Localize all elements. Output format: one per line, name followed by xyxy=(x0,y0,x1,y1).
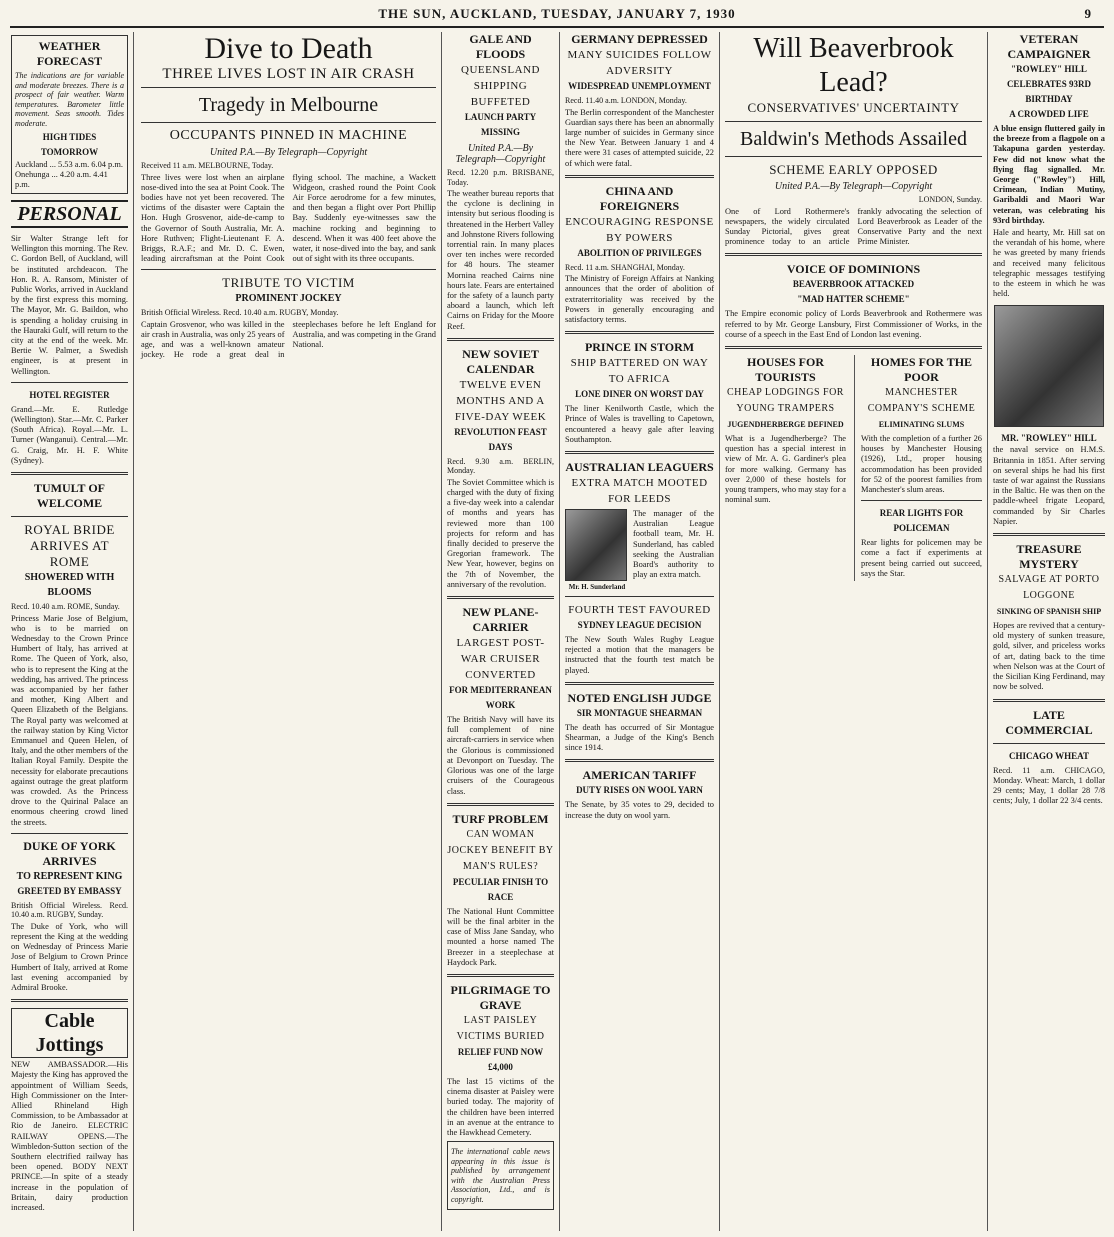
beaverbrook-head: Will Beaverbrook Lead? xyxy=(753,33,954,98)
china-dateline: Recd. 11 a.m. SHANGHAI, Monday. xyxy=(565,262,685,272)
greeted-head: GREETED BY EMBASSY xyxy=(17,885,122,896)
jockey-head: PROMINENT JOCKEY xyxy=(235,293,342,305)
houses-text: What is a Jugendherberge? The question has a special interest in view of Mr. A. G. Gardiner's plea for more walking. Germany has over 2,000 of these hostels for young trampers, who may stay for a nominal sum. xyxy=(725,433,846,505)
jottings-text: NEW AMBASSADOR.—His Majesty the King has approved the appointment of William Seeds, High Commissioner on the Inter-Allied Rhineland High Commission, to be Ambassador at Rio de Janeiro. ELECTRIC RAILWAY OPENS.—The Wimbledon-Sutton section of the Southern electrified railway has been opened. BODY NEXT PRINCE.—In spite of a steady increase in the population of Britain, dairy production increased. xyxy=(11,1060,128,1213)
dive-deck-3: OCCUPANTS PINNED IN MACHINE xyxy=(169,128,408,143)
rowley-hill-caption: MR. "ROWLEY" HILL xyxy=(1001,433,1097,444)
china-head: CHINA AND FOREIGNERS xyxy=(599,183,680,213)
poor-text: With the completion of a further 26 houses by Manchester Housing (1926), Ltd., proper housing accommodation has been provided for 52 of the poorest families from Manchester's slum areas. xyxy=(861,433,982,494)
dive-headline: Dive to Death xyxy=(204,32,373,65)
leaguers-head: AUSTRALIAN LEAGUERS xyxy=(565,460,714,475)
beaverbrook-dateline: LONDON, Sunday. xyxy=(918,195,982,204)
leaguers-sub: EXTRA MATCH MOOTED FOR LEEDS xyxy=(571,477,708,506)
pilgrim-head: PILGRIMAGE TO GRAVE xyxy=(450,982,551,1012)
houses-sub: CHEAP LODGINGS FOR YOUNG TRAMPERS xyxy=(727,386,844,414)
gale-dateline: Recd. 12.20 p.m. BRISBANE, Today. xyxy=(447,168,554,187)
jottings-title: Cable Jottings xyxy=(11,1008,128,1058)
tides-title: HIGH TIDES TOMORROW xyxy=(40,132,99,157)
soviet-dateline: Recd. 9.30 a.m. BERLIN, Monday. xyxy=(447,456,554,476)
gale-sub-1: QUEENSLAND SHIPPING BUFFETED xyxy=(461,64,540,108)
china-sub: ENCOURAGING RESPONSE BY POWERS xyxy=(565,215,714,244)
poor-sub-2: ELIMINATING SLUMS xyxy=(878,419,965,429)
turf-sub-2: PECULIAR FINISH TO RACE xyxy=(452,876,549,902)
tumult-title: TUMULT OF WELCOME xyxy=(33,481,105,511)
storm-text: The liner Kenilworth Castle, which the Prince of Wales is travelling to Capetown, encountered a heavy gale after leaving Southampton. xyxy=(565,404,714,444)
veteran-intro: A blue ensign fluttered gaily in the breeze from a flagpole on a Takapuna garden yesterday. Few did not know what the flying flag signalled. Mr. George ("Rowley") Hill, Crimean, Indian Mutiny, Garibaldi and Maori War veteran, was celebrating his 93rd birthday. xyxy=(993,124,1105,225)
page-number: 9 xyxy=(1084,6,1092,21)
weather-text: The indications are for variable and moderate breezes. There is a prospect of fair weather. Warm temperatures. Barometer little movement. Seas smooth. Tides moderate. xyxy=(15,71,124,128)
germany-sub-2: WIDESPREAD UNEMPLOYMENT xyxy=(568,81,711,91)
germany-dateline: Recd. 11.40 a.m. LONDON, Monday. xyxy=(565,96,687,105)
storm-head: PRINCE IN STORM xyxy=(584,340,695,355)
voice-sub: BEAVERBROOK ATTACKED xyxy=(792,279,915,290)
register-text: Grand.—Mr. E. Rutledge (Wellington). Star.—Mr. C. Parker (South Africa). Royal.—Mr. L. Turner (Wanganui). Central.—Mr. G. Craig, Mr. H. F. White (Sydney). xyxy=(11,404,128,465)
late-commercial-head: LATE COMMERCIAL xyxy=(1005,707,1093,737)
sunderland-caption: Mr. H. Sunderland xyxy=(568,583,626,592)
beaverbrook-text: One of Lord Rothermere's newspapers, the widely circulated Sunday Pictorial, gives great prominence today to an article frankly advocating the selection of Lord Beaverbrook as Leader of the Conservative Party and the next Prime Minister. xyxy=(725,206,982,247)
beaverbrook-sub-1: CONSERVATIVES' UNCERTAINTY xyxy=(747,100,960,115)
beaverbrook-sub-3: SCHEME EARLY OPPOSED xyxy=(769,162,938,177)
column-4 xyxy=(560,32,720,1231)
tribute-head: TRIBUTE TO VICTIM xyxy=(222,275,355,291)
gale-head: GALE AND FLOODS xyxy=(469,32,532,61)
royal-head: ROYAL BRIDE ARRIVES AT ROME xyxy=(24,522,115,570)
rowley-hill-photo xyxy=(994,305,1104,427)
carrier-sub-2: FOR MEDITERRANEAN WORK xyxy=(449,685,552,711)
lights-head: REAR LIGHTS FOR POLICEMAN xyxy=(879,508,964,534)
personal-title: PERSONAL xyxy=(11,200,128,228)
fourth-text: The New South Wales Rugby League rejected a motion that the managers be instructed that the fourth test match be played. xyxy=(565,635,714,675)
soviet-text: The Soviet Committee which is charged with the duty of fixing a five-day week into a calendar of months and years has reviewed more than 100 projects for reform and has finally decided to preserve the Gregorian framework. The New Year, however, begins on the 7th of November, the anniversary of the revolution. xyxy=(447,477,554,589)
showered-head: SHOWERED WITH BLOOMS xyxy=(24,572,115,599)
turf-head: TURF PROBLEM xyxy=(452,811,549,826)
soviet-sub: TWELVE EVEN MONTHS AND A FIVE-DAY WEEK xyxy=(454,378,547,423)
voice-sub-2: "MAD HATTER SCHEME" xyxy=(797,294,910,305)
treasure-sub: SALVAGE AT PORTO LOGGONE xyxy=(998,574,1100,602)
personal-text: Sir Walter Strange left for Wellington this morning. The Rev. C. Gordon Bell, of Auckland, will be instituted archdeacon. The Hon. R. A. Ransom, Minister of Public Works, arrived in Auckland by the first express this morning. The Mayor, Mr. G. Baildon, who is spending a holiday cruising in the Hauraki Gulf, will return to the city at the end of the week. Mr. Bertie W. Palmer, a Swedish engineer, is at present in Wellington. xyxy=(11,234,128,376)
duke-head: DUKE OF YORK ARRIVES xyxy=(23,838,116,868)
register-title: HOTEL REGISTER xyxy=(29,389,110,400)
tide-onehunga: Onehunga ... 4.20 a.m. 4.41 p.m. xyxy=(15,170,108,189)
jockey-dateline: British Official Wireless. Recd. 10.40 a.m. RUGBY, Monday. xyxy=(141,308,339,318)
judge-text: The death has occurred of Sir Montague Shearman, a Judge of the King's Bench since 1914. xyxy=(565,722,714,753)
germany-head: GERMANY DEPRESSED xyxy=(571,32,708,46)
column-1 xyxy=(6,32,134,1231)
gale-sub-2: LAUNCH PARTY MISSING xyxy=(464,112,537,137)
poor-head: HOMES FOR THE POOR xyxy=(870,354,973,384)
beaverbrook-sub-2: Baldwin's Methods Assailed xyxy=(740,128,967,150)
veteran-sub: "ROWLEY" HILL CELEBRATES 93RD BIRTHDAY xyxy=(1006,64,1092,104)
treasure-sub-2: SINKING OF SPANISH SHIP xyxy=(996,607,1102,617)
storm-sub-2: LONE DINER ON WORST DAY xyxy=(575,389,704,400)
carrier-sub: LARGEST POST-WAR CRUISER CONVERTED xyxy=(456,637,545,682)
duke-dateline: British Official Wireless. Recd. 10.40 a.m. RUGBY, Sunday. xyxy=(11,900,128,920)
dive-text: Three lives were lost when an airplane nose-dived into the sea at Point Cook. The bodies have not yet been recovered. The victims of the disaster were Captain the Hon. Hugh Grosvenor, aide-de-camp to the Governor of South Australia, Mr. A. Hore Ruthven; Flight-Lieutenant F. A. Briggs, R.A.F.; and Mr. D. C. Ewen, leading aircraftsman at the Point Cook flying school. The machine, a Wackett Widgeon, crashed round the Point Cook Air Force aerodrome for a few minutes, and then began a flight over Port Phillip Bay. Suddenly eye-witnesses saw the machine rocking and beginning to descend. When it was 400 feet above the water, it nose-dived into the bay, and sank out of sight with its three occupants. xyxy=(141,172,436,264)
voice-head: VOICE OF DOMINIONS xyxy=(786,262,921,277)
gale-credit: United P.A.—By Telegraph—Copyright xyxy=(455,143,546,165)
germany-sub: MANY SUICIDES FOLLOW ADVERSITY xyxy=(567,49,712,77)
turf-sub: CAN WOMAN JOCKEY BENEFIT BY MAN'S RULES? xyxy=(447,828,554,872)
pilgrim-sub-2: RELIEF FUND NOW £4,000 xyxy=(457,1046,544,1072)
column-6 xyxy=(988,32,1110,1231)
veteran-text-2: the naval service on H.M.S. Britannia in 1851. After serving on several ships he had his first taste of war against the Russians in the Baltic. He was then on the paddle-wheel frigate Leopard, commanded by Sir Charles Napier. xyxy=(993,445,1105,526)
gale-text: The weather bureau reports that the cyclone is declining in intensity but serious flooding is threatened in the Herbert Valley and Johnstone Rivers following torrential rain. In many places over ten inches were recorded for 48 hours. The steamer Mornina reached Cairns nine hours late. Fears are entertained for the safety of a launch party aboard a launch, which left Cairns on Friday for the Moore Reef. xyxy=(447,189,554,331)
dive-deck-2: Tragedy in Melbourne xyxy=(198,94,379,116)
china-sub-2: ABOLITION OF PRIVILEGES xyxy=(577,247,702,258)
royal-text: Princess Marie Jose of Belgium, who is to be married on Wednesday to the Crown Prince Humbert of Italy, has arrived at Rome. The Queen of York, also, who is to represent the King at the wedding, has arrived. The princess was accompanied by her father and mother, King Albert and Queen Elizabeth of the Belgians. The Royal party was welcomed at the railway station by King Victor Emmanuel and Queen Helen, of Italy, and the other members of the Italian Royal Family. Despite the necessity for elaborate precautions against outrage the great platform was crowded. As the Princess drove to the Quirinal Palace an enormous cheering crowd lined the streets. xyxy=(11,613,128,827)
sunderland-photo xyxy=(565,509,627,581)
carrier-text: The British Navy will have its full complement of nine aircraft-carriers in service when the Glorious is commissioned at Devonport on Tuesday. The Glorious was one of the large cruisers of the Courageous class. xyxy=(447,715,554,796)
press-notice: The international cable news appearing in this issue is published by arrangement with the Australian Press Association, Ltd., and is copyright. xyxy=(451,1147,550,1204)
turf-text: The National Hunt Committee will be the final arbiter in the case of Miss Jane Sanday, who mounted a horse named The Breezer in a steeplechase at Haydock Park. xyxy=(447,906,554,967)
column-3 xyxy=(442,32,560,1231)
germany-text: The Berlin correspondent of the Manchester Guardian says there has been an abnormally large number of suicides in Germany since the New Year. Between January 1 and 4 there were 31 cases of attempted suicide, 22 of which were fatal. xyxy=(565,107,714,168)
tide-auckland: Auckland ... 5.53 a.m. 6.04 p.m. xyxy=(15,160,123,169)
fourth-head: FOURTH TEST FAVOURED xyxy=(568,604,711,617)
wheat-head: CHICAGO WHEAT xyxy=(1009,750,1089,761)
lights-text: Rear lights for policemen may be come a fact if experiments at present being carried out succeed, says the Star. xyxy=(861,538,982,578)
masthead xyxy=(10,2,1104,28)
dive-deck-1: THREE LIVES LOST IN AIR CRASH xyxy=(162,66,415,82)
judge-sub: SIR MONTAGUE SHEARMAN xyxy=(576,707,703,718)
pilgrim-text: The last 15 victims of the cinema disaster at Paisley were buried today. The majority of the children have been interred in an avenue at the entrance to the Hawkhead Cemetery. xyxy=(447,1076,554,1137)
dive-credit: United P.A.—By Telegraph—Copyright xyxy=(209,147,368,158)
veteran-head: VETERAN CAMPAIGNER xyxy=(1007,32,1091,61)
pilgrim-sub: LAST PAISLEY VICTIMS BURIED xyxy=(456,1014,545,1042)
jockey-text: Captain Grosvenor, who was killed in the air crash in Australia, was only 25 years of age, and was a well-known amateur jockey. He rode a great deal in steeplechases before he left England for Australia, and was competing in the Grand National. xyxy=(141,319,436,360)
fourth-sub: SYDNEY LEAGUE DECISION xyxy=(577,620,702,631)
weather-title: WEATHER FORECAST xyxy=(36,39,103,68)
tariff-sub: DUTY RISES ON WOOL YARN xyxy=(576,785,703,796)
beaverbrook-credit: United P.A.—By Telegraph—Copyright xyxy=(774,181,933,192)
duke-text: The Duke of York, who will represent the King at the wedding on Wednesday of Princess Marie Jose of Belgium to Crown Prince Humbert of Italy, arrived at Rome last evening accompanied by Admiral Brooke. xyxy=(11,921,128,993)
judge-head: NOTED ENGLISH JUDGE xyxy=(567,690,712,705)
houses-head: HOUSES FOR TOURISTS xyxy=(746,354,824,384)
veteran-sub-2: A CROWDED LIFE xyxy=(1009,109,1089,119)
duke-sub: TO REPRESENT KING xyxy=(16,870,123,882)
soviet-sub-2: REVOLUTION FEAST DAYS xyxy=(454,426,547,452)
veteran-text: Hale and hearty, Mr. Hill sat on the verandah of his home, where he was greeted by many friends and received many felicitous telegraphic messages testifying to the esteem in which he was held. xyxy=(993,228,1105,299)
royal-dateline: Recd. 10.40 a.m. ROME, Sunday. xyxy=(11,602,120,612)
weather-box xyxy=(11,35,128,194)
column-5 xyxy=(720,32,988,1231)
tariff-head: AMERICAN TARIFF xyxy=(582,768,697,783)
storm-sub: SHIP BATTERED ON WAY TO AFRICA xyxy=(570,357,709,386)
masthead-title: THE SUN, AUCKLAND, TUESDAY, JANUARY 7, 1930 xyxy=(378,6,736,21)
houses-sub-2: JUGENDHERBERGE DEFINED xyxy=(727,419,844,429)
dive-dateline: Received 11 a.m. MELBOURNE, Today. xyxy=(141,161,274,170)
tariff-text: The Senate, by 35 votes to 29, decided to increase the duty on wool yarn. xyxy=(565,800,714,820)
treasure-text: Hopes are revived that a century-old mystery of sunken treasure, gold, silver, and priceless works of art, dating back to the time when Nelson was at the Court of the Sicilian King Ferdinand, may now be solved. xyxy=(993,621,1105,692)
column-2 xyxy=(136,32,442,1231)
treasure-head: TREASURE MYSTERY xyxy=(1016,542,1082,572)
poor-sub: MANCHESTER COMPANY'S SCHEME xyxy=(867,386,976,414)
wheat-text: Recd. 11 a.m. CHICAGO, Monday. Wheat: March, 1 dollar 29 cents; May, 1 dollar 28 7/8 cents; July, 1 dollar 22 3/4 cents. xyxy=(993,765,1105,806)
leaguers-text: The manager of the Australian League football team, Mr. H. Sunderland, has cabled seeking the Australian Board's authority to play an extra match. xyxy=(633,509,714,580)
soviet-head: NEW SOVIET CALENDAR xyxy=(462,346,539,376)
carrier-head: NEW PLANE-CARRIER xyxy=(462,605,539,635)
voice-text: The Empire economic policy of Lords Beaverbrook and Rothermere was referred to by Mr. George Lansbury, First Commissioner of Works, in the course of a speech in the East End of London last evening. xyxy=(725,309,982,339)
china-text: The Ministry of Foreign Affairs at Nanking announces that the order of abolition of extraterritoriality was received by the Powers in generally encouraging and satisfactory terms. xyxy=(565,274,714,325)
